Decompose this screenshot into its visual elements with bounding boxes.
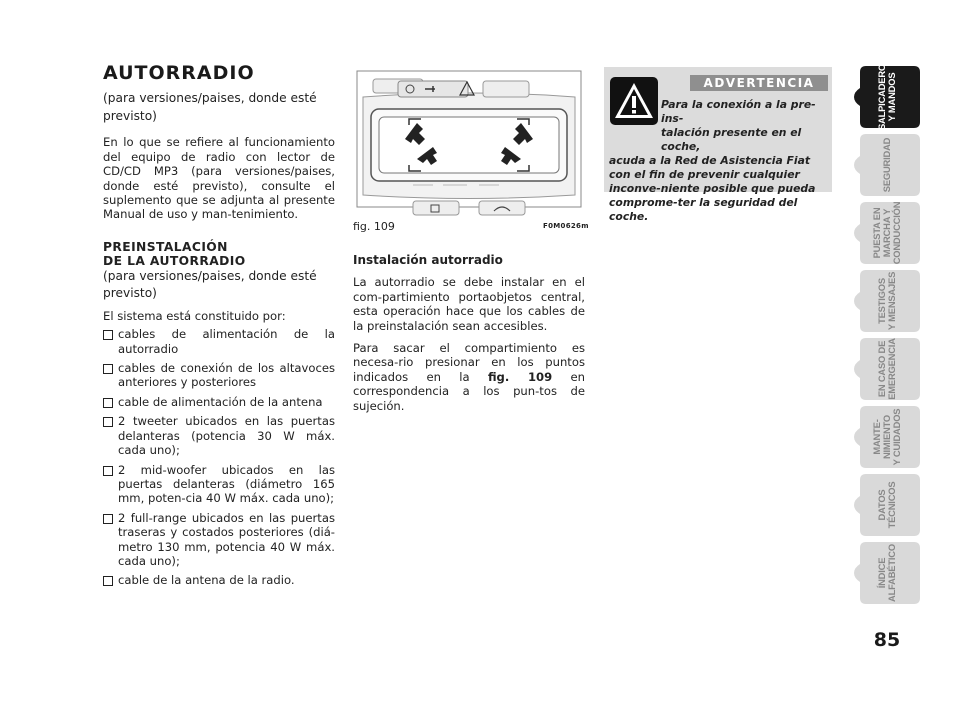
list-item: cable de la antena de la radio. — [103, 573, 335, 587]
middle-column — [353, 253, 585, 421]
list-item: cables de alimentación de la autorradio — [103, 327, 335, 356]
title-subtitle: (para versiones/paises, donde esté previsto) — [103, 91, 317, 123]
system-intro: El sistema está constituido por: — [103, 308, 286, 323]
checkbox-bullet-icon — [103, 417, 113, 427]
checkbox-bullet-icon — [103, 330, 113, 340]
section-title-line-2: DE LA AUTORRADIO — [103, 253, 246, 268]
dashboard-illustration — [353, 67, 585, 217]
warning-text: Para la conexión a la pre-ins- talación presente en el coche, acuda a la Red de Asistencia Fiat con el fin de prevenir cualquier inconve-niente posible que pueda comprome-ter la seguridad del coche. — [609, 98, 816, 223]
tab-testigos-y-mensajes[interactable]: TESTIGOS Y MENSAJES — [876, 271, 897, 331]
tab-salpicadero-y-mandos[interactable]: SALPICADERO Y MANDOS — [876, 63, 897, 131]
figure-code: F0M0626m — [543, 222, 589, 230]
installation-paragraph-1: La autorradio se debe instalar en el com-partimiento portaobjetos central, esta operación hace que los cables de la preinstalación sean accesibles. — [353, 275, 585, 333]
warning-title: ADVERTENCIA — [690, 75, 828, 91]
tab-en-caso-de-emergencia[interactable]: EN CASO DE EMERGENCIA — [876, 338, 897, 400]
checkbox-bullet-icon — [103, 398, 113, 408]
page-title: AUTORRADIO — [103, 62, 255, 84]
section-title-line-1: PREINSTALACIÓN — [103, 239, 228, 254]
list-item: cable de alimentación de la antena — [103, 395, 335, 409]
checkbox-bullet-icon — [103, 576, 113, 586]
list-item: 2 full-range ubicados en las puertas traseras y costados posteriores (diá-metro 130 mm, potencia 40 W máx. cada uno); — [103, 511, 335, 569]
installation-heading: Instalación autorradio — [353, 253, 503, 267]
tab-seguridad[interactable]: SEGURIDAD — [881, 137, 892, 193]
tab-datos-tecnicos[interactable]: DATOS TÉCNICOS — [876, 481, 897, 529]
figure-reference: fig. 109 — [487, 369, 553, 384]
tab-indice-alfabetico[interactable]: ÍNDICE ALFABÉTICO — [876, 544, 897, 602]
warning-box — [604, 67, 832, 223]
checkbox-bullet-icon — [103, 466, 113, 476]
page-number: 85 — [873, 629, 901, 651]
tab-puesta-en-marcha[interactable]: PUESTA EN MARCHA Y CONDUCCIÓN — [871, 201, 902, 265]
list-item: 2 mid-woofer ubicados en las puertas delanteras (diámetro 165 mm, poten-cia 40 W máx. cada uno); — [103, 463, 335, 506]
checkbox-bullet-icon — [103, 364, 113, 374]
component-list — [103, 327, 335, 588]
intro-paragraph: En lo que se refiere al funcionamiento del equipo de radio con lector de CD/CD MP3 (para versiones/paises, donde esté previsto), consulte el suplemento que se adjunta al presente Manual de uso y man-tenimiento. — [103, 135, 335, 222]
tab-mantenimiento[interactable]: MANTE- NIMIENTO Y CUIDADOS — [871, 408, 902, 466]
checkbox-bullet-icon — [103, 514, 113, 524]
section-subtitle: (para versiones/paises, donde esté previsto) — [103, 268, 317, 301]
installation-paragraph-2: Para sacar el compartimiento es necesa-rio presionar en los puntos indicados en la fig. 109 en correspondencia a los pun-tos de sujeción. — [353, 341, 585, 413]
list-item: 2 tweeter ubicados en las puertas delanteras (potencia 30 W máx. cada uno); — [103, 414, 335, 457]
radio-compartment-figure — [353, 67, 585, 229]
figure-caption: fig. 109 — [353, 220, 395, 233]
left-column — [103, 62, 335, 593]
list-item: cables de conexión de los altavoces anteriores y posteriores — [103, 361, 335, 390]
